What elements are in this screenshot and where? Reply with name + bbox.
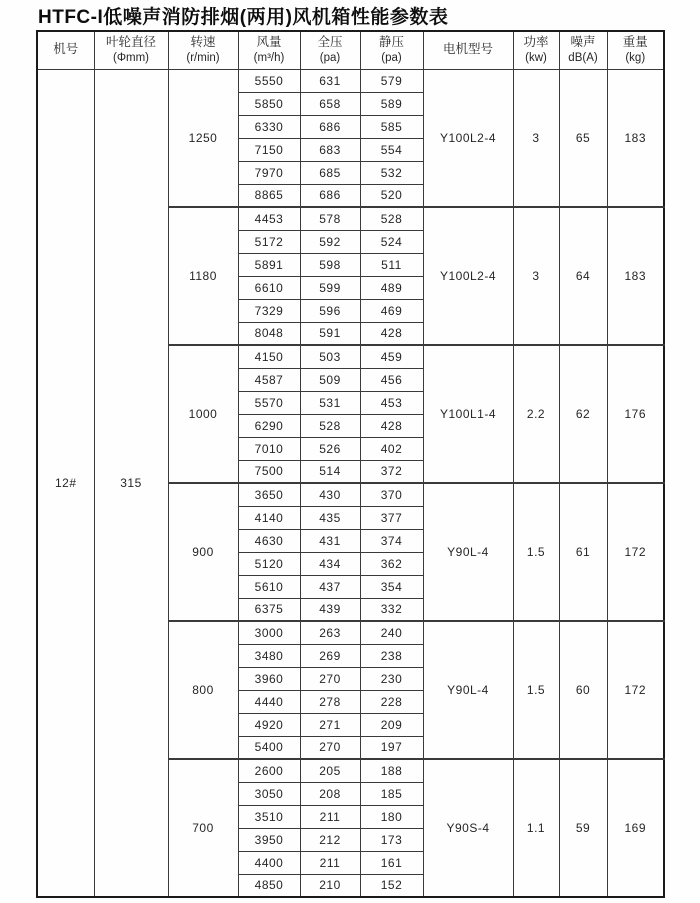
total-pressure-cell: 686 [300,115,360,138]
air-volume-cell: 6290 [238,414,300,437]
static-pressure-cell: 230 [360,667,423,690]
header-motor-model [423,31,513,69]
noise-cell: 59 [559,759,607,897]
static-pressure-cell: 152 [360,874,423,897]
power-cell: 1.1 [513,759,559,897]
total-pressure-cell: 278 [300,690,360,713]
air-volume-cell: 5610 [238,575,300,598]
header-static-pressure [360,31,423,69]
static-pressure-cell: 554 [360,138,423,161]
total-pressure-cell: 434 [300,552,360,575]
total-pressure-cell: 270 [300,736,360,759]
air-volume-cell: 8048 [238,322,300,345]
total-pressure-cell: 683 [300,138,360,161]
static-pressure-cell: 589 [360,92,423,115]
static-pressure-cell: 173 [360,828,423,851]
static-pressure-cell: 180 [360,805,423,828]
static-pressure-cell: 238 [360,644,423,667]
air-volume-cell: 3510 [238,805,300,828]
header-total-pressure [300,31,360,69]
power-cell: 2.2 [513,345,559,483]
total-pressure-cell: 592 [300,230,360,253]
air-volume-cell: 3000 [238,621,300,644]
total-pressure-cell: 435 [300,506,360,529]
static-pressure-cell: 456 [360,368,423,391]
total-pressure-cell: 509 [300,368,360,391]
header-label: 叶轮直径 [105,35,156,50]
static-pressure-cell: 362 [360,552,423,575]
motor-model-cell: Y100L1-4 [423,345,513,483]
table-body [37,69,664,897]
air-volume-cell: 5891 [238,253,300,276]
air-volume-cell: 4920 [238,713,300,736]
total-pressure-cell: 437 [300,575,360,598]
total-pressure-cell: 598 [300,253,360,276]
static-pressure-cell: 370 [360,483,423,506]
total-pressure-cell: 596 [300,299,360,322]
total-pressure-cell: 212 [300,828,360,851]
header-row [37,31,664,69]
header-power [513,31,559,69]
header-label: 机号 [53,42,79,57]
weight-cell: 172 [607,483,664,621]
power-cell: 3 [513,207,559,345]
header-weight [607,31,664,69]
static-pressure-cell: 332 [360,598,423,621]
static-pressure-cell: 428 [360,414,423,437]
total-pressure-cell: 631 [300,69,360,92]
air-volume-cell: 4140 [238,506,300,529]
static-pressure-cell: 520 [360,184,423,207]
header-unit: (kw) [525,51,547,64]
total-pressure-cell: 685 [300,161,360,184]
header-label: 噪声 [570,35,596,50]
total-pressure-cell: 658 [300,92,360,115]
total-pressure-cell: 531 [300,391,360,414]
static-pressure-cell: 372 [360,460,423,483]
total-pressure-cell: 205 [300,759,360,782]
total-pressure-cell: 528 [300,414,360,437]
total-pressure-cell: 269 [300,644,360,667]
motor-model-cell: Y90L-4 [423,483,513,621]
speed-cell: 1180 [168,207,238,345]
air-volume-cell: 6375 [238,598,300,621]
header-unit: (r/min) [186,51,220,64]
air-volume-cell: 3650 [238,483,300,506]
total-pressure-cell: 526 [300,437,360,460]
speed-cell: 1000 [168,345,238,483]
total-pressure-cell: 439 [300,598,360,621]
static-pressure-cell: 532 [360,161,423,184]
weight-cell: 172 [607,621,664,759]
static-pressure-cell: 197 [360,736,423,759]
total-pressure-cell: 271 [300,713,360,736]
speed-cell: 1250 [168,69,238,207]
power-cell: 1.5 [513,621,559,759]
air-volume-cell: 6330 [238,115,300,138]
weight-cell: 176 [607,345,664,483]
noise-cell: 61 [559,483,607,621]
header-label: 全压 [317,35,343,50]
total-pressure-cell: 599 [300,276,360,299]
air-volume-cell: 7010 [238,437,300,460]
air-volume-cell: 3050 [238,782,300,805]
air-volume-cell: 5850 [238,92,300,115]
total-pressure-cell: 211 [300,851,360,874]
total-pressure-cell: 514 [300,460,360,483]
static-pressure-cell: 240 [360,621,423,644]
machine-no-cell: 12# [37,69,94,897]
air-volume-cell: 8865 [238,184,300,207]
impeller-diameter-cell: 315 [94,69,168,897]
air-volume-cell: 3960 [238,667,300,690]
header-impeller-diameter [94,31,168,69]
header-label: 电机型号 [442,42,493,57]
total-pressure-cell: 503 [300,345,360,368]
air-volume-cell: 4850 [238,874,300,897]
power-cell: 3 [513,69,559,207]
total-pressure-cell: 591 [300,322,360,345]
air-volume-cell: 5120 [238,552,300,575]
total-pressure-cell: 210 [300,874,360,897]
air-volume-cell: 4453 [238,207,300,230]
air-volume-cell: 7500 [238,460,300,483]
static-pressure-cell: 402 [360,437,423,460]
static-pressure-cell: 377 [360,506,423,529]
weight-cell: 183 [607,207,664,345]
total-pressure-cell: 263 [300,621,360,644]
header-label: 重量 [622,35,648,50]
total-pressure-cell: 430 [300,483,360,506]
static-pressure-cell: 374 [360,529,423,552]
air-volume-cell: 7150 [238,138,300,161]
noise-cell: 65 [559,69,607,207]
air-volume-cell: 4587 [238,368,300,391]
total-pressure-cell: 431 [300,529,360,552]
static-pressure-cell: 511 [360,253,423,276]
air-volume-cell: 5400 [238,736,300,759]
header-speed [168,31,238,69]
air-volume-cell: 4440 [238,690,300,713]
total-pressure-cell: 211 [300,805,360,828]
air-volume-cell: 7329 [238,299,300,322]
noise-cell: 64 [559,207,607,345]
motor-model-cell: Y100L2-4 [423,69,513,207]
header-unit: (Φmm) [113,51,149,64]
static-pressure-cell: 188 [360,759,423,782]
static-pressure-cell: 354 [360,575,423,598]
total-pressure-cell: 208 [300,782,360,805]
air-volume-cell: 7970 [238,161,300,184]
table-row [37,69,664,92]
air-volume-cell: 5550 [238,69,300,92]
static-pressure-cell: 528 [360,207,423,230]
static-pressure-cell: 489 [360,276,423,299]
header-unit: (m³/h) [253,51,285,64]
static-pressure-cell: 585 [360,115,423,138]
header-unit: dB(A) [568,51,598,64]
weight-cell: 169 [607,759,664,897]
air-volume-cell: 4400 [238,851,300,874]
total-pressure-cell: 270 [300,667,360,690]
header-label: 风量 [256,35,282,50]
header-unit: (kg) [625,51,646,64]
header-label: 转速 [190,35,216,50]
weight-cell: 183 [607,69,664,207]
static-pressure-cell: 453 [360,391,423,414]
motor-model-cell: Y90S-4 [423,759,513,897]
static-pressure-cell: 228 [360,690,423,713]
noise-cell: 62 [559,345,607,483]
air-volume-cell: 4630 [238,529,300,552]
total-pressure-cell: 578 [300,207,360,230]
air-volume-cell: 5172 [238,230,300,253]
speed-cell: 800 [168,621,238,759]
page-title: HTFC-I低噪声消防排烟(两用)风机箱性能参数表 [38,7,449,28]
total-pressure-cell: 686 [300,184,360,207]
header-label: 功率 [523,35,549,50]
speed-cell: 700 [168,759,238,897]
static-pressure-cell: 209 [360,713,423,736]
noise-cell: 60 [559,621,607,759]
speed-cell: 900 [168,483,238,621]
static-pressure-cell: 579 [360,69,423,92]
header-unit: (pa) [319,51,341,64]
header-machine-no [37,31,94,69]
air-volume-cell: 6610 [238,276,300,299]
motor-model-cell: Y100L2-4 [423,207,513,345]
header-label: 静压 [378,35,404,50]
static-pressure-cell: 459 [360,345,423,368]
air-volume-cell: 5570 [238,391,300,414]
static-pressure-cell: 524 [360,230,423,253]
air-volume-cell: 3950 [238,828,300,851]
power-cell: 1.5 [513,483,559,621]
header-noise [559,31,607,69]
fan-performance-table [36,30,665,898]
header-unit: (pa) [381,51,402,64]
air-volume-cell: 3480 [238,644,300,667]
static-pressure-cell: 469 [360,299,423,322]
static-pressure-cell: 428 [360,322,423,345]
air-volume-cell: 2600 [238,759,300,782]
air-volume-cell: 4150 [238,345,300,368]
motor-model-cell: Y90L-4 [423,621,513,759]
static-pressure-cell: 185 [360,782,423,805]
header-air-volume [238,31,300,69]
static-pressure-cell: 161 [360,851,423,874]
